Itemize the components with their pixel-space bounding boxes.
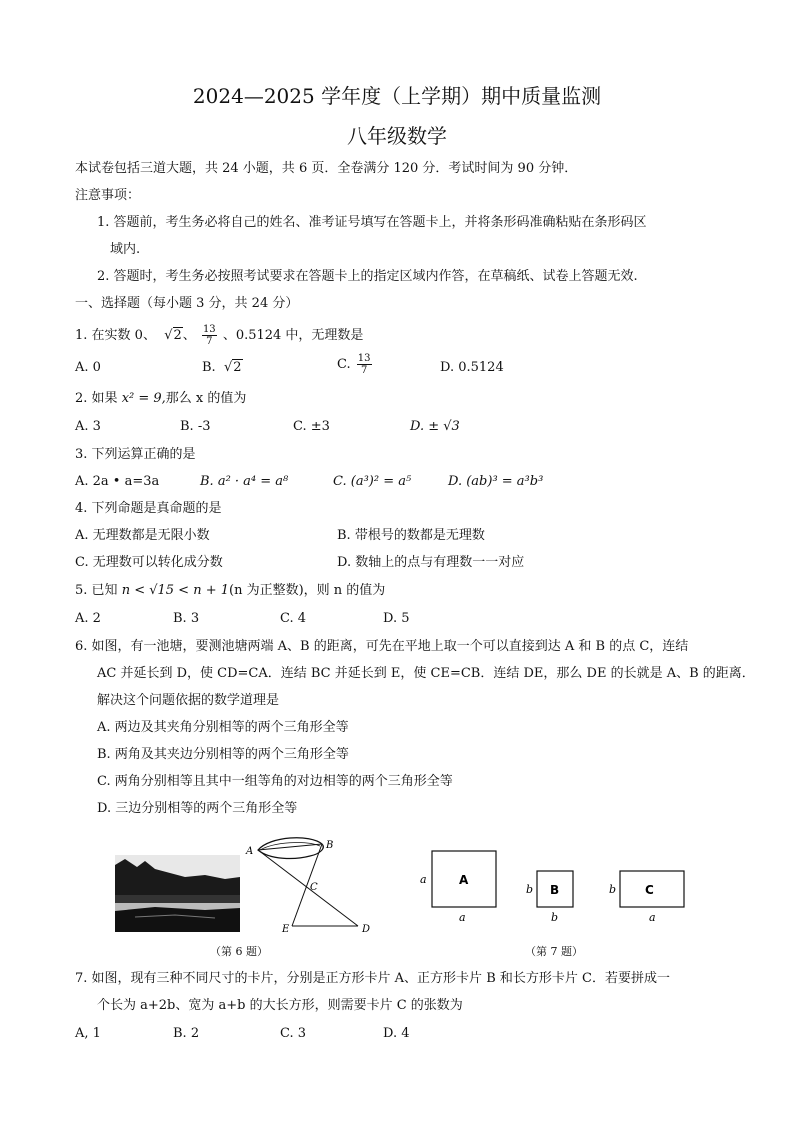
card-c-side-label: b xyxy=(609,883,617,896)
q3-option-b: B. a² · a⁴ = a⁸ xyxy=(200,474,289,489)
q1-option-d: D. 0.5124 xyxy=(440,360,504,375)
q1-prefix: 1. 在实数 0、 xyxy=(75,328,156,343)
q4-option-d: D. 数轴上的点与有理数一一对应 xyxy=(337,555,525,570)
notice-item-2: 2. 答题时，考生务必按照考试要求在答题卡上的指定区域内作答，在草稿纸、试卷上答题无效. xyxy=(97,269,638,284)
q6-option-d: D. 三边分别相等的两个三角形全等 xyxy=(97,801,298,816)
q5-option-d: D. 5 xyxy=(383,611,410,626)
q7-option-a: A, 1 xyxy=(75,1026,101,1041)
figure-7-caption: （第 7 题） xyxy=(525,945,583,958)
card-b-side-label: b xyxy=(526,883,534,896)
card-b-label: B xyxy=(550,883,560,897)
question-7-stem-1: 7. 如图，现有三种不同尺寸的卡片，分别是正方形卡片 A、正方形卡片 B 和长方形卡片 C．若要拼成一 xyxy=(75,971,670,986)
q5-option-c: C. 4 xyxy=(280,611,307,626)
card-a-label: A xyxy=(459,873,469,887)
q4-option-c: C. 无理数可以转化成分数 xyxy=(75,555,223,570)
figure-6-caption: （第 6 题） xyxy=(210,945,268,958)
label-d: D xyxy=(362,924,371,935)
q7-option-c: C. 3 xyxy=(280,1026,307,1041)
question-4-stem: 4. 下列命题是真命题的是 xyxy=(75,501,222,516)
q3-option-a: A. 2a • a=3a xyxy=(75,474,160,489)
notice-item-1: 1. 答题前，考生务必将自己的姓名、准考证号填写在答题卡上，并将条形码准确粘贴在条形码区 xyxy=(97,215,647,230)
q1-suffix: 、0.5124 中，无理数是 xyxy=(222,328,364,343)
q4-option-b: B. 带根号的数都是无理数 xyxy=(337,528,485,543)
q2-option-c: C. ±3 xyxy=(293,419,330,434)
notice-label: 注意事项： xyxy=(75,188,141,203)
q5-option-b: B. 3 xyxy=(173,611,200,626)
q2-option-a: A. 3 xyxy=(75,419,101,434)
question-6-stem-2: AC 并延长到 D，使 CD=CA．连结 BC 并延长到 E，使 CE=CB．连结 DE，那么 DE 的长就是 A、B 的距离． xyxy=(97,666,755,681)
q1-sqrt: √2 xyxy=(164,328,182,343)
label-b: B xyxy=(326,840,334,851)
q2-option-d: D. ± √3 xyxy=(410,419,460,434)
card-b-bottom-label: b xyxy=(551,911,559,924)
exam-subtitle: 八年级数学 xyxy=(347,124,447,148)
card-c-bottom-label: a xyxy=(649,911,656,924)
exam-summary: 本试卷包括三道大题，共 24 小题，共 6 页．全卷满分 120 分．考试时间为 90 分钟． xyxy=(75,161,578,176)
question-6-stem-1: 6. 如图，有一池塘，要测池塘两端 A、B 的距离，可先在平地上取一个可以直接到达 A 和 B 的点 C，连结 xyxy=(75,639,689,654)
question-2-stem: 2. 如果 x² = 9,那么 x 的值为 xyxy=(75,391,247,406)
q5-option-a: A. 2 xyxy=(75,611,101,626)
q1-option-b: B. √2 xyxy=(202,360,242,375)
q6-option-a: A. 两边及其夹角分别相等的两个三角形全等 xyxy=(97,720,349,735)
q6-option-b: B. 两角及其夹边分别相等的两个三角形全等 xyxy=(97,747,349,762)
question-6-diagram xyxy=(240,830,380,940)
q4-option-a: A. 无理数都是无限小数 xyxy=(75,528,210,543)
label-c: C xyxy=(310,882,318,893)
question-3-stem: 3. 下列运算正确的是 xyxy=(75,447,196,462)
q5-inequality: n < √15 < n + 1 xyxy=(121,583,230,598)
pond-photo xyxy=(115,855,240,932)
q1-option-a: A. 0 xyxy=(75,360,101,375)
section-heading: 一、选择题（每小题 3 分，共 24 分） xyxy=(75,296,299,311)
q3-option-c: C. (a³)² = a⁵ xyxy=(333,474,412,489)
question-5-stem: 5. 已知 n < √15 < n + 1(n 为正整数)，则 n 的值为 xyxy=(75,583,386,598)
q7-option-d: D. 4 xyxy=(383,1026,410,1041)
question-1-stem: 1. 在实数 0、 √2、 $\frac{13}{7}$ 、0.5124 中，无理数是 xyxy=(75,324,364,347)
q3-option-d: D. (ab)³ = a³b³ xyxy=(448,474,544,489)
q1-fraction: $\frac{13}{7}$ xyxy=(202,324,216,347)
label-e: E xyxy=(282,924,290,935)
card-a-side-label: a xyxy=(420,873,427,886)
card-c-label: C xyxy=(645,883,654,897)
q2-option-b: B. -3 xyxy=(180,419,211,434)
question-7-cards-diagram xyxy=(415,845,695,930)
q7-option-b: B. 2 xyxy=(173,1026,200,1041)
q6-option-c: C. 两角分别相等且其中一组等角的对边相等的两个三角形全等 xyxy=(97,774,453,789)
q2-equation: x² = 9, xyxy=(121,391,166,406)
question-7-stem-2: 个长为 a+2b、宽为 a+b 的大长方形，则需要卡片 C 的张数为 xyxy=(97,998,463,1013)
exam-title: 2024—2025 学年度（上学期）期中质量监测 xyxy=(192,84,602,108)
question-6-stem-3: 解决这个问题依据的数学道理是 xyxy=(97,693,280,708)
notice-item-1-cont: 域内. xyxy=(110,242,141,257)
label-a: A xyxy=(246,846,254,857)
card-a-bottom-label: a xyxy=(459,911,466,924)
q1-option-c: C. $\frac{13}{7}$ xyxy=(337,353,371,376)
